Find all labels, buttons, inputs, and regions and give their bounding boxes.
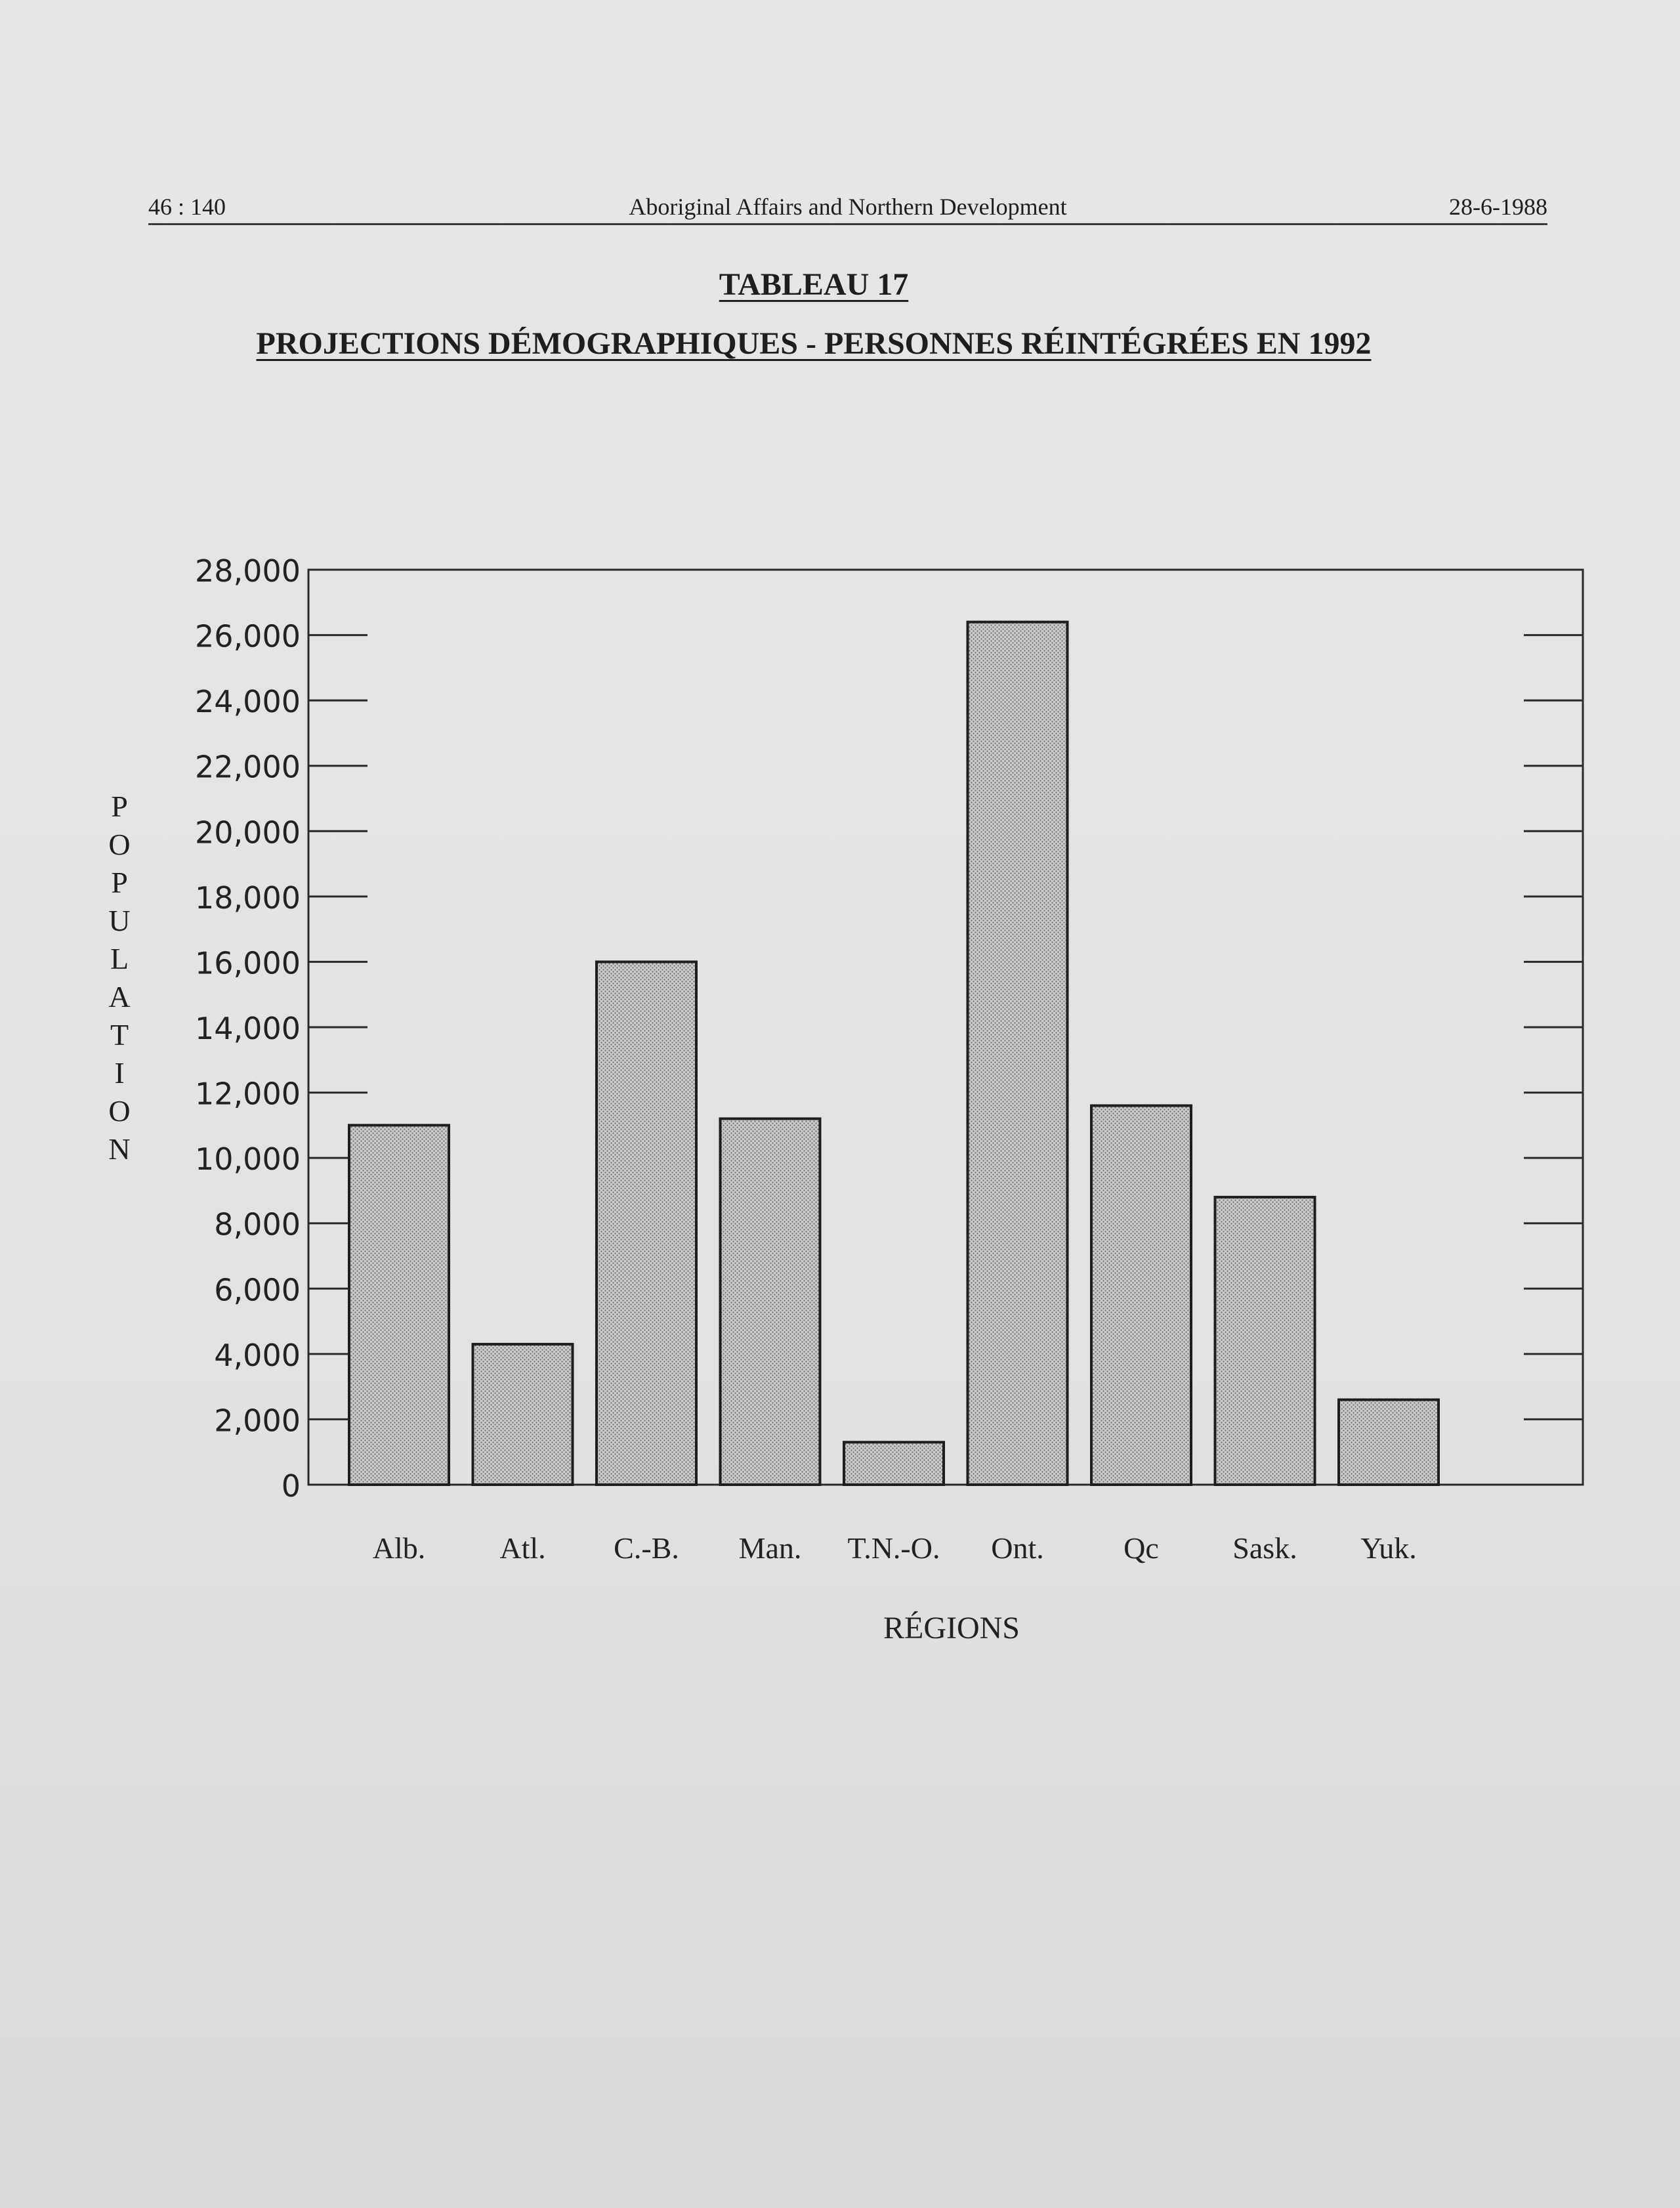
y-tick-label: 0 — [281, 1468, 301, 1504]
y-axis-label-letter: N — [108, 1132, 131, 1166]
x-tick-label: Yuk. — [1360, 1531, 1417, 1565]
x-tick-label: T.N.-O. — [847, 1531, 940, 1565]
committee-name: Aboriginal Affairs and Northern Development — [629, 194, 1067, 220]
y-axis-label-letter: O — [108, 1094, 131, 1128]
y-tick-label: 20,000 — [195, 815, 301, 851]
y-axis-label-letter: U — [108, 904, 131, 937]
page-reference: 46 : 140 — [148, 194, 226, 220]
x-tick-label: Sask. — [1232, 1531, 1297, 1565]
x-axis-label: RÉGIONS — [883, 1611, 1020, 1645]
y-axis-label-letter: A — [108, 980, 131, 1013]
y-tick-label: 12,000 — [195, 1076, 301, 1112]
header-date: 28-6-1988 — [1449, 194, 1547, 220]
bar — [473, 1344, 573, 1485]
y-axis-label-letter: O — [108, 828, 131, 861]
x-tick-label: Ont. — [991, 1531, 1044, 1565]
bar — [1339, 1400, 1438, 1485]
bar — [1215, 1197, 1315, 1485]
y-tick-label: 4,000 — [214, 1337, 301, 1373]
x-tick-label: Qc — [1124, 1531, 1159, 1565]
y-tick-label: 14,000 — [195, 1011, 301, 1046]
y-axis-label-letter: T — [110, 1018, 129, 1051]
bar — [968, 622, 1068, 1485]
y-tick-label: 24,000 — [195, 684, 301, 720]
bar — [349, 1125, 449, 1485]
y-tick-label: 22,000 — [195, 749, 301, 785]
y-tick-label: 28,000 — [195, 553, 301, 589]
chart-subtitle: PROJECTIONS DÉMOGRAPHIQUES - PERSONNES RÉINTÉGRÉES EN 1992 — [256, 326, 1372, 361]
y-tick-label: 18,000 — [195, 880, 301, 916]
bar — [597, 962, 696, 1485]
y-tick-label: 2,000 — [214, 1403, 301, 1439]
y-tick-label: 6,000 — [214, 1272, 301, 1308]
x-tick-label: Alb. — [372, 1531, 426, 1565]
y-tick-label: 10,000 — [195, 1141, 301, 1178]
y-axis-label-letter: L — [110, 942, 129, 975]
x-tick-label: Atl. — [499, 1531, 546, 1565]
y-tick-label: 26,000 — [195, 618, 301, 654]
y-tick-label: 16,000 — [195, 945, 301, 981]
bar — [844, 1442, 944, 1485]
x-tick-label: C.-B. — [614, 1531, 679, 1565]
bar — [1091, 1105, 1191, 1485]
y-axis-label-letter: P — [111, 866, 128, 899]
x-tick-label: Man. — [738, 1531, 802, 1565]
chart-title: TABLEAU 17 — [719, 267, 909, 302]
y-tick-label: 8,000 — [214, 1206, 301, 1242]
y-axis-label-letter: P — [111, 790, 128, 823]
y-axis-label-letter: I — [114, 1056, 125, 1090]
bar — [721, 1118, 820, 1485]
